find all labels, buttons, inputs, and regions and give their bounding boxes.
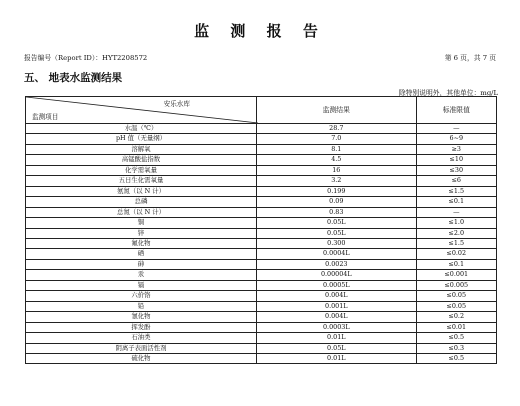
table-body [26, 124, 497, 364]
unit-note: 除特别说明外，其他单位：mg/L [398, 89, 498, 97]
cell-item: 高锰酸盐指数 [26, 155, 257, 165]
cell-result: 0.300 [257, 238, 417, 248]
table-row [26, 218, 497, 228]
cell-limit: ≤0.1 [416, 259, 496, 269]
cell-result: 8.1 [257, 144, 417, 154]
cell-item: 硫化物 [26, 353, 257, 363]
cell-item: 水温（℃） [26, 124, 257, 134]
cell-limit: ≤0.5 [416, 333, 496, 343]
cell-result: 4.5 [257, 155, 417, 165]
cell-item: 氰化物 [26, 312, 257, 322]
cell-item: 六价铬 [26, 291, 257, 301]
cell-result: 28.7 [257, 124, 417, 134]
cell-result: 0.83 [257, 207, 417, 217]
cell-limit: ≤0.005 [416, 280, 496, 290]
page-info: 第 6 页，共 7 页 [444, 54, 496, 62]
cell-result: 16 [257, 165, 417, 175]
cell-limit: — [416, 124, 496, 134]
cell-item: 挥发酚 [26, 322, 257, 332]
cell-result: 0.0005L [257, 280, 417, 290]
results-table [25, 96, 497, 364]
cell-limit: ≤1.5 [416, 186, 496, 196]
cell-item: 化学需氧量 [26, 165, 257, 175]
header-item-label: 监测项目 [32, 113, 59, 121]
report-id: 报告编号（Report ID）：HYT2208572 [24, 54, 148, 62]
cell-limit: 6~9 [416, 134, 496, 144]
table-header-row [26, 97, 497, 124]
cell-limit: — [416, 207, 496, 217]
cell-item: 总氮（以 N 计） [26, 207, 257, 217]
table-row [26, 197, 497, 207]
cell-item: 阴离子表面活性剂 [26, 343, 257, 353]
cell-limit: ≤0.1 [416, 197, 496, 207]
table-row [26, 322, 497, 332]
header-diagonal-line [26, 97, 258, 123]
cell-result: 0.0003L [257, 322, 417, 332]
cell-limit: ≤1.5 [416, 238, 496, 248]
section-title: 五、 地表水监测结果 [24, 72, 123, 84]
cell-limit: ≤0.5 [416, 353, 496, 363]
cell-limit: ≤10 [416, 155, 496, 165]
cell-item: 镉 [26, 280, 257, 290]
cell-limit: ≤0.05 [416, 291, 496, 301]
cell-item: 汞 [26, 270, 257, 280]
cell-limit: ≤0.2 [416, 312, 496, 322]
table-row [26, 124, 497, 134]
table-row [26, 270, 497, 280]
cell-limit: ≤0.3 [416, 343, 496, 353]
cell-result: 7.0 [257, 134, 417, 144]
cell-item: 石油类 [26, 333, 257, 343]
table-row [26, 176, 497, 186]
cell-result: 0.0023 [257, 259, 417, 269]
cell-limit: ≤0.05 [416, 301, 496, 311]
cell-limit: ≤0.001 [416, 270, 496, 280]
cell-result: 0.004L [257, 291, 417, 301]
cell-limit: ≤2.0 [416, 228, 496, 238]
cell-item: pH 值（无量纲） [26, 134, 257, 144]
cell-result: 0.09 [257, 197, 417, 207]
table-row [26, 249, 497, 259]
table-row [26, 144, 497, 154]
table-row [26, 343, 497, 353]
cell-item: 五日生化需氧量 [26, 176, 257, 186]
table-row [26, 353, 497, 363]
cell-result: 0.01L [257, 333, 417, 343]
cell-result: 3.2 [257, 176, 417, 186]
cell-item: 氨氮（以 N 计） [26, 186, 257, 196]
cell-result: 0.00004L [257, 270, 417, 280]
header-diagonal-cell [26, 97, 257, 124]
cell-limit: ≥3 [416, 144, 496, 154]
cell-result: 0.001L [257, 301, 417, 311]
table-row [26, 155, 497, 165]
cell-item: 砷 [26, 259, 257, 269]
table-row [26, 312, 497, 322]
table-row [26, 238, 497, 248]
cell-limit: ≤1.0 [416, 218, 496, 228]
cell-limit: ≤0.01 [416, 322, 496, 332]
table-row [26, 333, 497, 343]
cell-limit: ≤30 [416, 165, 496, 175]
table-row [26, 165, 497, 175]
table-row [26, 291, 497, 301]
page-title: 监 测 报 告 [194, 22, 326, 40]
cell-item: 硒 [26, 249, 257, 259]
table-row [26, 280, 497, 290]
cell-limit: ≤0.02 [416, 249, 496, 259]
cell-result: 0.01L [257, 353, 417, 363]
table-row [26, 301, 497, 311]
cell-item: 总磷 [26, 197, 257, 207]
header-limit: 标准限值 [416, 97, 496, 124]
cell-item: 氟化物 [26, 238, 257, 248]
cell-result: 0.0004L [257, 249, 417, 259]
table-row [26, 207, 497, 217]
cell-item: 铜 [26, 218, 257, 228]
cell-item: 铅 [26, 301, 257, 311]
table-row [26, 186, 497, 196]
cell-result: 0.05L [257, 228, 417, 238]
cell-result: 0.05L [257, 343, 417, 353]
report-meta [24, 52, 496, 62]
cell-item: 溶解氧 [26, 144, 257, 154]
cell-item: 锌 [26, 228, 257, 238]
table-row [26, 259, 497, 269]
header-site-label: 安乐水库 [163, 100, 190, 108]
table-row [26, 228, 497, 238]
table-row [26, 134, 497, 144]
cell-result: 0.199 [257, 186, 417, 196]
cell-result: 0.004L [257, 312, 417, 322]
header-result: 监测结果 [257, 97, 417, 124]
cell-limit: ≤6 [416, 176, 496, 186]
cell-result: 0.05L [257, 218, 417, 228]
